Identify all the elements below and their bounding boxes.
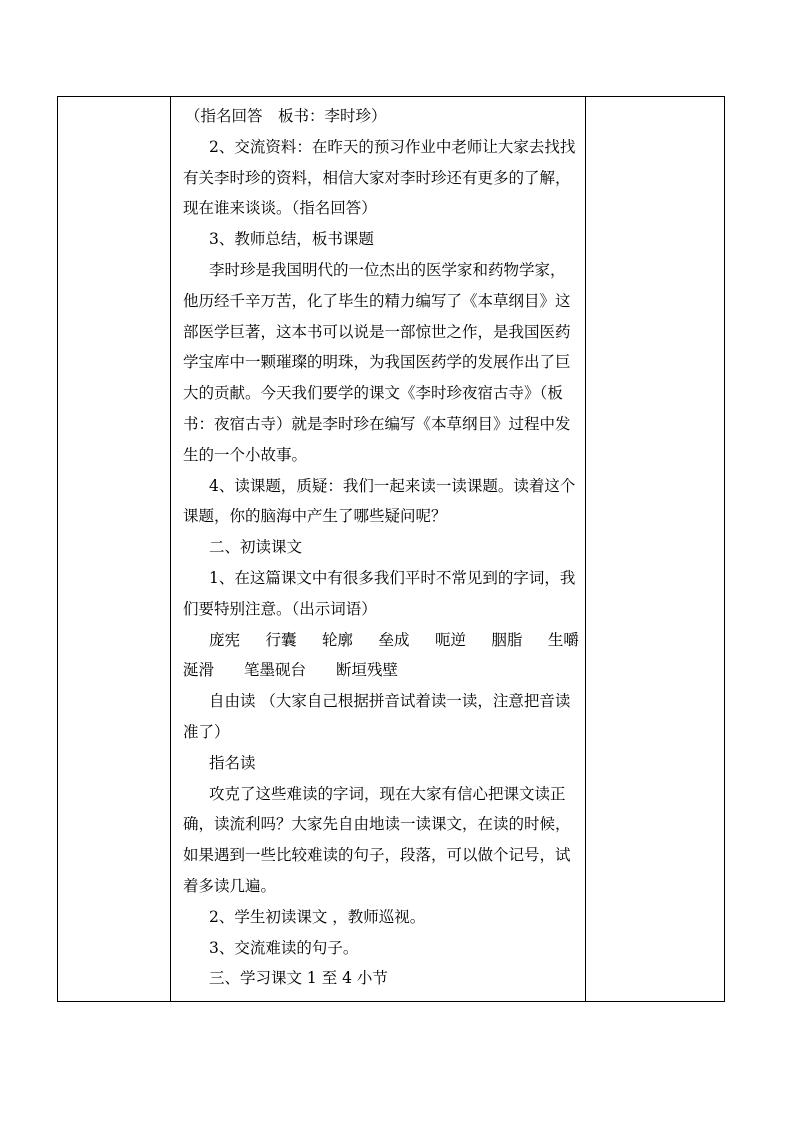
lesson-table xyxy=(57,96,725,1002)
vocab-word: 胭脂 xyxy=(491,630,523,649)
vocab-row-2 xyxy=(183,655,583,686)
vocab-word: 垒成 xyxy=(378,630,410,649)
text-line: 指名读 xyxy=(209,753,256,772)
text-line: 攻克了这些难读的字词，现在大家有信心把课文读正 xyxy=(209,784,566,803)
text-line: 书：夜宿古寺）就是李时珍在编写《本草纲目》过程中发 xyxy=(183,414,571,433)
text-line: 准了） xyxy=(183,722,230,741)
text-line: 1、在这篇课文中有很多我们平时不常见到的字词，我 xyxy=(209,568,576,587)
text-line: 3、交流难读的句子。 xyxy=(209,938,359,957)
vocab-word: 笔墨砚台 xyxy=(244,661,307,680)
text-line: 部医学巨著，这本书可以说是一部惊世之作，是我国医药 xyxy=(183,322,571,341)
text-line: 们要特别注意。（出示词语） xyxy=(183,599,377,618)
text-line: 有关李时珍的资料，相信大家对李时珍还有更多的了解， xyxy=(183,168,571,187)
text-line: 大的贡献。今天我们要学的课文《李时珍夜宿古寺》（板 xyxy=(183,384,563,403)
text-line: 李时珍是我国明代的一位杰出的医学家和药物学家， xyxy=(209,260,566,279)
text-line: 着多读几遍。 xyxy=(183,876,277,895)
text-line: 确，读流利吗？大家先自由地读一读课文，在读的时候， xyxy=(183,815,571,834)
vocab-word: 呃逆 xyxy=(434,630,466,649)
table-left-column xyxy=(58,97,171,1001)
text-line: 2、学生初读课文 ，教师巡视。 xyxy=(209,907,426,926)
vocab-word: 涎滑 xyxy=(183,661,215,680)
text-line: 4、读课题，质疑：我们一起来读一读课题。读着这个 xyxy=(209,476,576,495)
vocab-word: 行囊 xyxy=(265,630,297,649)
text-line: 3、教师总结，板书课题 xyxy=(209,230,374,249)
text-line: 他历经千辛万苦，化了毕生的精力编写了《本草纲目》这 xyxy=(183,291,571,310)
table-right-column xyxy=(585,97,724,1001)
text-line: 二、初读课文 xyxy=(209,538,303,557)
text-line: 自由读 （大家自己根据拼音试着读一读，注意把音读 xyxy=(209,692,571,711)
text-line: 课题，你的脑海中产生了哪些疑问呢？ xyxy=(183,507,447,526)
text-line: （指名回答 板书：李时珍） xyxy=(185,107,387,125)
vocab-row-1 xyxy=(183,625,583,656)
vocab-word: 轮廓 xyxy=(321,630,353,649)
text-line: 学宝库中一颗璀璨的明珠，为我国医药学的发展作出了巨 xyxy=(183,353,571,372)
text-line: 如果遇到一些比较难读的句子，段落，可以做个记号，试 xyxy=(183,846,571,865)
vocab-word: 庞宪 xyxy=(209,630,241,649)
text-line: 生的一个小故事。 xyxy=(183,445,308,464)
text-line: 现在谁来谈谈。（指名回答） xyxy=(183,199,377,218)
text-line: 2、交流资料：在昨天的预习作业中老师让大家去找找 xyxy=(209,137,576,156)
text-line: 三、学习课文 1 至 4 小节 xyxy=(209,969,388,988)
vocab-word: 断垣残壁 xyxy=(336,661,399,680)
table-content-column xyxy=(171,97,587,1001)
vocab-word: 生嚼 xyxy=(547,630,579,649)
